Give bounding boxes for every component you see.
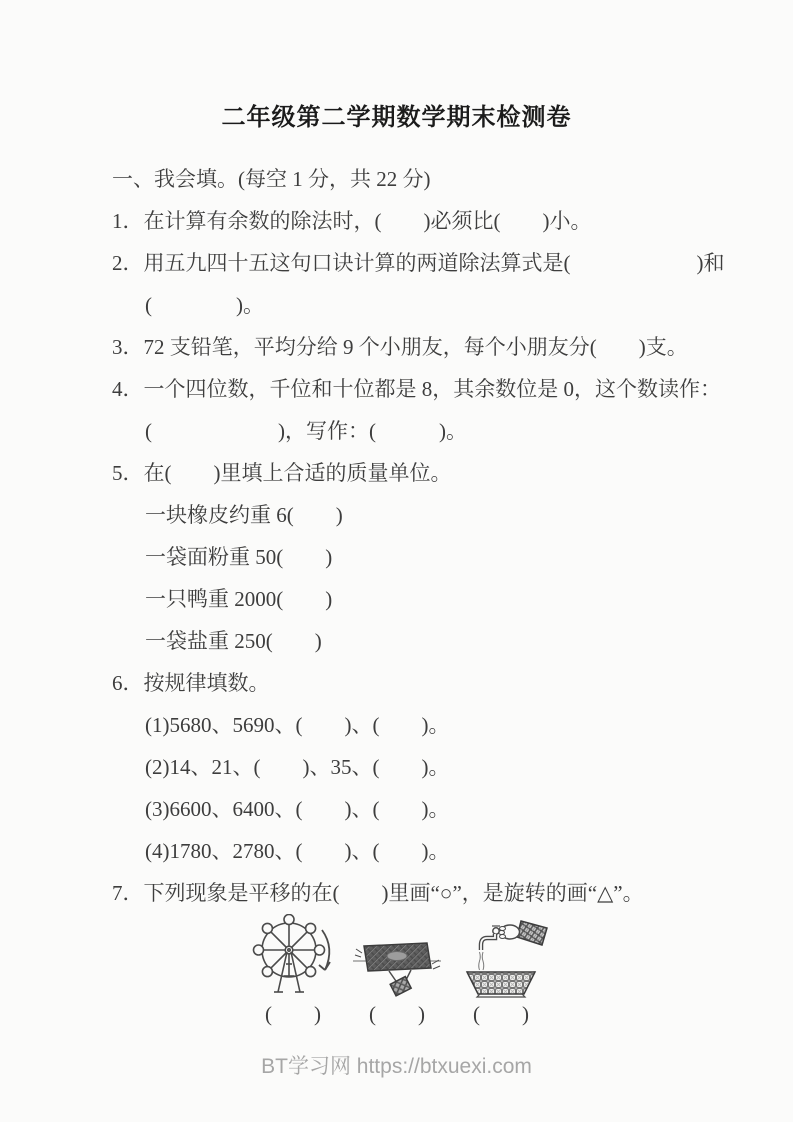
faucet-basin-icon [453,918,549,1000]
figure-sliding-block [353,934,441,1025]
question-7: 7．下列现象是平移的在( )里画“○”，是旋转的画“△”。 [112,881,644,905]
question-6: 6．按规律填数。 [112,671,270,695]
question-4-line2: ( )，写作：( )。 [145,419,467,443]
figure-ferris-wheel [245,914,341,1025]
figure-faucet-basin [453,918,549,1025]
question-5-item-4: 一袋盐重 250( ) [145,629,322,653]
answer-blank-1: ( ) [265,1002,321,1026]
sliding-block-icon [353,934,441,1000]
question-4-line1: 4．一个四位数，千位和十位都是 8，其余数位是 0，这个数读作： [112,377,721,401]
question-7-figures [245,914,732,1025]
question-1: 1．在计算有余数的除法时，( )必须比( )小。 [112,209,592,233]
question-6-item-1: (1)5680、5690、( )、( )。 [145,713,450,737]
footer-watermark: BT学习网 https://btxuexi.com [261,1055,532,1078]
question-6-item-2: (2)14、21、( )、35、( )。 [145,755,450,779]
question-5: 5．在( )里填上合适的质量单位。 [112,461,452,485]
question-5-item-3: 一只鸭重 2000( ) [145,587,333,611]
question-6-item-3: (3)6600、6400、( )、( )。 [145,797,450,821]
answer-blank-2: ( ) [369,1002,425,1026]
question-2-line1: 2．用五九四十五这句口诀计算的两道除法算式是( )和 [112,251,725,275]
question-2-line2: ( )。 [145,293,264,317]
question-5-item-2: 一袋面粉重 50( ) [145,545,333,569]
question-5-item-1: 一块橡皮约重 6( ) [145,503,343,527]
question-6-item-4: (4)1780、2780、( )、( )。 [145,839,450,863]
question-3: 3．72 支铅笔，平均分给 9 个小朋友，每个小朋友分( )支。 [112,335,688,359]
answer-blank-3: ( ) [473,1002,529,1026]
ferris-wheel-icon [245,914,341,1000]
page-title: 二年级第二学期数学期末检测卷 [221,104,572,131]
exam-content [112,158,732,1025]
section-heading: 一、我会填。(每空 1 分，共 22 分) [112,167,431,191]
